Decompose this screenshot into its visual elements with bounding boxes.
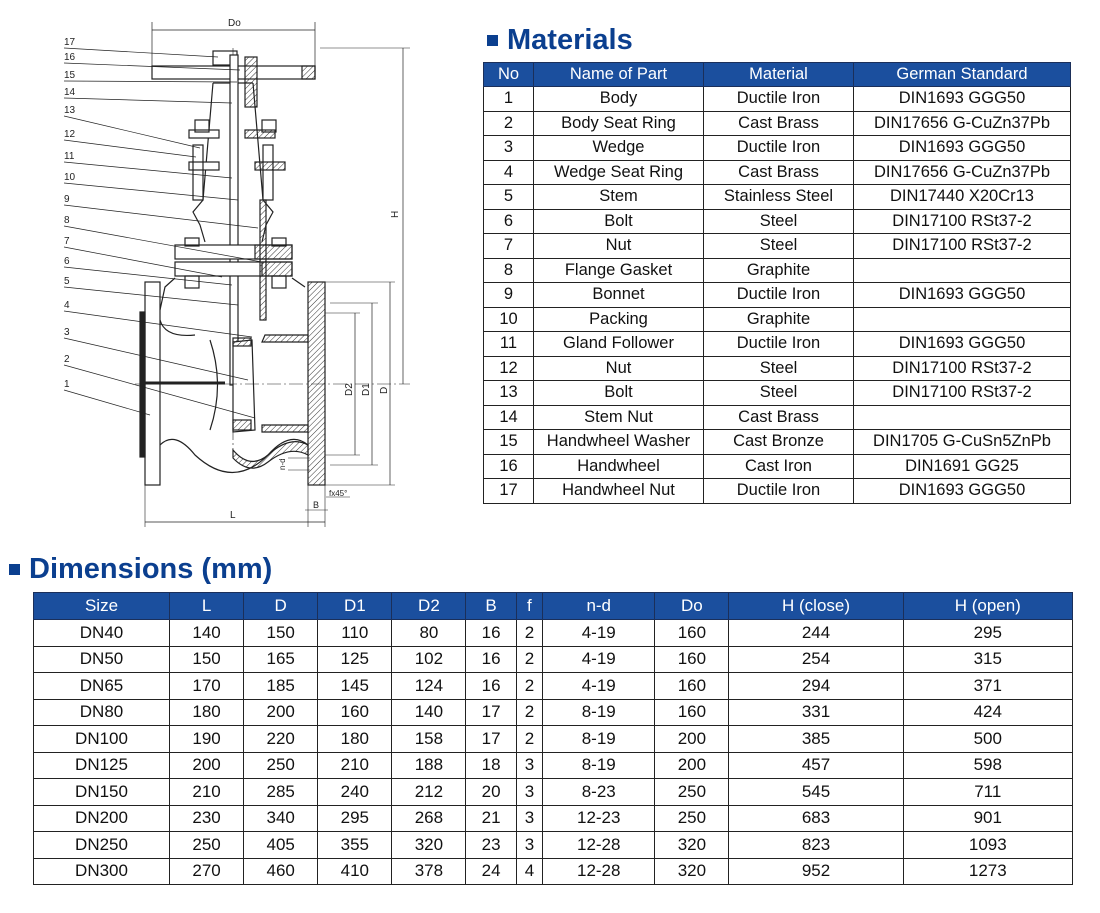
table-cell: 16 <box>484 454 534 479</box>
table-cell: 1 <box>484 87 534 112</box>
table-cell: Steel <box>704 234 854 259</box>
table-cell: DIN17100 RSt37-2 <box>854 234 1071 259</box>
table-cell: Handwheel Washer <box>534 430 704 455</box>
material-row <box>484 381 1071 406</box>
dim-label-d: D <box>379 386 390 394</box>
table-cell: 23 <box>466 832 516 859</box>
leader-line <box>64 390 150 415</box>
table-cell: DIN17100 RSt37-2 <box>854 356 1071 381</box>
column-header: D1 <box>318 593 392 620</box>
table-cell: 145 <box>318 673 392 700</box>
leader-line <box>64 98 232 103</box>
dim-label-h: H <box>390 210 401 218</box>
table-cell: 200 <box>655 752 729 779</box>
table-cell: DIN1693 GGG50 <box>854 87 1071 112</box>
table-cell: 124 <box>392 673 466 700</box>
dimension-row <box>34 832 1073 859</box>
table-cell: 125 <box>318 646 392 673</box>
table-cell: 160 <box>655 673 729 700</box>
table-cell: 254 <box>729 646 903 673</box>
table-cell: 3 <box>516 779 542 806</box>
dim-label-d2: D2 <box>344 383 355 396</box>
table-cell: 16 <box>466 646 516 673</box>
table-cell: 5 <box>484 185 534 210</box>
table-cell: Cast Brass <box>704 405 854 430</box>
table-cell: 200 <box>655 726 729 753</box>
table-cell: 150 <box>244 620 318 647</box>
table-cell: 340 <box>244 805 318 832</box>
part-number-label: 6 <box>64 256 70 267</box>
table-cell: DIN1693 GGG50 <box>854 332 1071 357</box>
material-row <box>484 356 1071 381</box>
table-cell <box>854 405 1071 430</box>
leader-line <box>64 205 258 228</box>
table-cell: DIN17656 G-CuZn37Pb <box>854 160 1071 185</box>
part-number-label: 9 <box>64 194 70 205</box>
table-cell: 230 <box>170 805 244 832</box>
materials-title <box>487 24 633 57</box>
table-cell: 711 <box>903 779 1072 806</box>
table-cell: 16 <box>466 673 516 700</box>
table-cell: 140 <box>170 620 244 647</box>
table-cell: 12-23 <box>543 805 655 832</box>
material-row <box>484 111 1071 136</box>
table-cell: 4 <box>516 858 542 885</box>
table-cell: 378 <box>392 858 466 885</box>
table-cell: 24 <box>466 858 516 885</box>
column-header: Material <box>704 63 854 87</box>
table-cell: 250 <box>655 805 729 832</box>
leader-line <box>64 81 237 82</box>
materials-title-text: Materials <box>507 24 633 56</box>
table-cell: Nut <box>534 234 704 259</box>
dimension-row <box>34 620 1073 647</box>
table-cell: 14 <box>484 405 534 430</box>
table-cell: 17 <box>484 479 534 504</box>
table-cell: 16 <box>466 620 516 647</box>
table-cell: Bolt <box>534 209 704 234</box>
dimensions-table <box>33 592 1073 885</box>
table-cell: 8 <box>484 258 534 283</box>
dimension-row <box>34 646 1073 673</box>
table-cell: Packing <box>534 307 704 332</box>
materials-table <box>483 62 1071 504</box>
table-cell: 952 <box>729 858 903 885</box>
leader-line <box>64 183 238 200</box>
column-header: H (close) <box>729 593 903 620</box>
table-cell: 158 <box>392 726 466 753</box>
table-cell: 110 <box>318 620 392 647</box>
leader-line <box>64 48 218 57</box>
table-cell: 250 <box>244 752 318 779</box>
table-cell: Ductile Iron <box>704 87 854 112</box>
table-cell: 460 <box>244 858 318 885</box>
table-cell: 294 <box>729 673 903 700</box>
dimension-row <box>34 699 1073 726</box>
table-cell <box>854 307 1071 332</box>
material-row <box>484 136 1071 161</box>
material-row <box>484 332 1071 357</box>
table-cell: DN80 <box>34 699 170 726</box>
part-number-label: 12 <box>64 129 76 140</box>
table-cell: 3 <box>484 136 534 161</box>
table-cell: 160 <box>655 620 729 647</box>
table-cell: Flange Gasket <box>534 258 704 283</box>
dim-label-b: B <box>313 500 320 510</box>
table-cell: Wedge Seat Ring <box>534 160 704 185</box>
table-cell: 10 <box>484 307 534 332</box>
table-cell: Body Seat Ring <box>534 111 704 136</box>
table-cell: 160 <box>655 699 729 726</box>
table-cell: 2 <box>516 726 542 753</box>
table-cell: Bolt <box>534 381 704 406</box>
table-cell: 12-28 <box>543 858 655 885</box>
part-number-label: 8 <box>64 215 70 226</box>
table-cell: 21 <box>466 805 516 832</box>
table-cell: 1273 <box>903 858 1072 885</box>
table-cell: 901 <box>903 805 1072 832</box>
table-cell: 160 <box>318 699 392 726</box>
table-cell: 12-28 <box>543 832 655 859</box>
table-cell: 17 <box>466 726 516 753</box>
table-cell: 371 <box>903 673 1072 700</box>
table-cell: 424 <box>903 699 1072 726</box>
table-cell: DIN17440 X20Cr13 <box>854 185 1071 210</box>
table-cell: 3 <box>516 805 542 832</box>
table-cell: 1093 <box>903 832 1072 859</box>
table-cell: DIN17100 RSt37-2 <box>854 209 1071 234</box>
table-cell: DIN1693 GGG50 <box>854 136 1071 161</box>
table-cell: DIN17100 RSt37-2 <box>854 381 1071 406</box>
table-cell: 17 <box>466 699 516 726</box>
table-cell: DN300 <box>34 858 170 885</box>
column-header: Size <box>34 593 170 620</box>
leader-line <box>64 116 200 148</box>
table-cell: Ductile Iron <box>704 332 854 357</box>
material-row <box>484 307 1071 332</box>
table-cell: 6 <box>484 209 534 234</box>
table-cell: 8-19 <box>543 726 655 753</box>
material-row <box>484 479 1071 504</box>
dimensions-title-text: Dimensions (mm) <box>29 553 273 585</box>
table-cell: 270 <box>170 858 244 885</box>
table-cell: 20 <box>466 779 516 806</box>
table-cell <box>854 258 1071 283</box>
table-cell: DN125 <box>34 752 170 779</box>
table-cell: 9 <box>484 283 534 308</box>
table-cell: 185 <box>244 673 318 700</box>
column-header: D2 <box>392 593 466 620</box>
table-cell: Graphite <box>704 258 854 283</box>
table-cell: 268 <box>392 805 466 832</box>
table-cell: 2 <box>484 111 534 136</box>
material-row <box>484 454 1071 479</box>
table-cell: Cast Brass <box>704 160 854 185</box>
column-header: Do <box>655 593 729 620</box>
table-cell: 250 <box>655 779 729 806</box>
table-cell: 8-19 <box>543 752 655 779</box>
column-header: No <box>484 63 534 87</box>
table-cell: 320 <box>655 858 729 885</box>
table-cell: 4-19 <box>543 620 655 647</box>
dimension-row <box>34 752 1073 779</box>
dimension-row <box>34 673 1073 700</box>
table-cell: Ductile Iron <box>704 479 854 504</box>
table-cell: 295 <box>903 620 1072 647</box>
table-cell: 355 <box>318 832 392 859</box>
table-cell: 2 <box>516 699 542 726</box>
material-row <box>484 87 1071 112</box>
table-cell: Cast Brass <box>704 111 854 136</box>
material-row <box>484 258 1071 283</box>
column-header: L <box>170 593 244 620</box>
table-cell: 598 <box>903 752 1072 779</box>
material-row <box>484 430 1071 455</box>
part-number-label: 5 <box>64 276 70 287</box>
table-cell: 180 <box>318 726 392 753</box>
table-cell: 240 <box>318 779 392 806</box>
table-cell: 405 <box>244 832 318 859</box>
table-cell: Steel <box>704 381 854 406</box>
table-cell: DN65 <box>34 673 170 700</box>
material-row <box>484 234 1071 259</box>
table-cell: DN50 <box>34 646 170 673</box>
table-cell: Nut <box>534 356 704 381</box>
dim-label-d1: D1 <box>361 383 372 396</box>
table-cell: Ductile Iron <box>704 283 854 308</box>
table-cell: 170 <box>170 673 244 700</box>
table-cell: Body <box>534 87 704 112</box>
column-header: D <box>244 593 318 620</box>
table-cell: 160 <box>655 646 729 673</box>
table-cell: 210 <box>318 752 392 779</box>
table-cell: 4-19 <box>543 673 655 700</box>
table-cell: DIN1705 G-CuSn5ZnPb <box>854 430 1071 455</box>
table-cell: 140 <box>392 699 466 726</box>
table-cell: 7 <box>484 234 534 259</box>
table-cell: 385 <box>729 726 903 753</box>
table-cell: 410 <box>318 858 392 885</box>
part-number-label: 11 <box>64 151 75 162</box>
dimension-row <box>34 726 1073 753</box>
part-number-label: 1 <box>64 379 70 390</box>
table-cell: 244 <box>729 620 903 647</box>
bullet-square-icon <box>9 564 20 575</box>
table-cell: 315 <box>903 646 1072 673</box>
gate-valve-drawing <box>0 0 460 540</box>
dimension-row <box>34 779 1073 806</box>
table-cell: 18 <box>466 752 516 779</box>
table-cell: 3 <box>516 832 542 859</box>
part-number-label: 10 <box>64 172 76 183</box>
table-cell: Stainless Steel <box>704 185 854 210</box>
column-header: f <box>516 593 542 620</box>
table-cell: DN200 <box>34 805 170 832</box>
table-cell: DN250 <box>34 832 170 859</box>
table-cell: 13 <box>484 381 534 406</box>
table-cell: 320 <box>392 832 466 859</box>
table-cell: Steel <box>704 209 854 234</box>
table-cell: 2 <box>516 646 542 673</box>
material-row <box>484 185 1071 210</box>
table-cell: 4 <box>484 160 534 185</box>
table-cell: 200 <box>244 699 318 726</box>
table-cell: Cast Bronze <box>704 430 854 455</box>
table-cell: 15 <box>484 430 534 455</box>
table-cell: 200 <box>170 752 244 779</box>
bullet-square-icon <box>487 35 498 46</box>
material-row <box>484 405 1071 430</box>
table-cell: Handwheel <box>534 454 704 479</box>
table-cell: Cast Iron <box>704 454 854 479</box>
table-cell: 190 <box>170 726 244 753</box>
part-number-label: 17 <box>64 37 76 48</box>
dimension-row <box>34 858 1073 885</box>
table-cell: 8-23 <box>543 779 655 806</box>
table-cell: DN40 <box>34 620 170 647</box>
part-number-label: 13 <box>64 105 76 116</box>
table-cell: 2 <box>516 673 542 700</box>
table-cell: Gland Follower <box>534 332 704 357</box>
table-cell: 8-19 <box>543 699 655 726</box>
column-header: Name of Part <box>534 63 704 87</box>
dim-label-do: Do <box>228 18 241 29</box>
table-cell: 150 <box>170 646 244 673</box>
part-number-label: 15 <box>64 70 76 81</box>
part-number-label: 3 <box>64 327 70 338</box>
column-header: n-d <box>543 593 655 620</box>
table-cell: 212 <box>392 779 466 806</box>
table-cell: Ductile Iron <box>704 136 854 161</box>
table-cell: 80 <box>392 620 466 647</box>
table-cell: DIN17656 G-CuZn37Pb <box>854 111 1071 136</box>
table-cell: 4-19 <box>543 646 655 673</box>
table-cell: 102 <box>392 646 466 673</box>
table-cell: DN150 <box>34 779 170 806</box>
table-cell: Stem <box>534 185 704 210</box>
table-cell: 457 <box>729 752 903 779</box>
table-cell: 188 <box>392 752 466 779</box>
part-number-label: 14 <box>64 87 76 98</box>
table-cell: 683 <box>729 805 903 832</box>
table-cell: DN100 <box>34 726 170 753</box>
table-cell: 12 <box>484 356 534 381</box>
table-cell: 545 <box>729 779 903 806</box>
part-number-label: 16 <box>64 52 76 63</box>
table-cell: 3 <box>516 752 542 779</box>
table-cell: 823 <box>729 832 903 859</box>
table-cell: Handwheel Nut <box>534 479 704 504</box>
table-cell: Steel <box>704 356 854 381</box>
table-cell: Graphite <box>704 307 854 332</box>
part-number-label: 4 <box>64 300 70 311</box>
dim-label-nd: n-d <box>278 458 287 470</box>
table-cell: 180 <box>170 699 244 726</box>
table-cell: 500 <box>903 726 1072 753</box>
dim-label-f: fx45° <box>329 489 348 498</box>
table-cell: DIN1693 GGG50 <box>854 479 1071 504</box>
table-cell: Wedge <box>534 136 704 161</box>
table-cell: 250 <box>170 832 244 859</box>
material-row <box>484 160 1071 185</box>
dim-label-l: L <box>230 510 236 521</box>
table-cell: 285 <box>244 779 318 806</box>
table-cell: 320 <box>655 832 729 859</box>
table-cell: DIN1691 GG25 <box>854 454 1071 479</box>
table-cell: 220 <box>244 726 318 753</box>
part-number-label: 7 <box>64 236 70 247</box>
table-cell: Bonnet <box>534 283 704 308</box>
dimensions-title <box>9 553 272 586</box>
column-header: B <box>466 593 516 620</box>
table-cell: 2 <box>516 620 542 647</box>
material-row <box>484 283 1071 308</box>
dimension-row <box>34 805 1073 832</box>
column-header: German Standard <box>854 63 1071 87</box>
column-header: H (open) <box>903 593 1072 620</box>
table-cell: 210 <box>170 779 244 806</box>
table-cell: 331 <box>729 699 903 726</box>
table-cell: 11 <box>484 332 534 357</box>
table-cell: 165 <box>244 646 318 673</box>
table-cell: Stem Nut <box>534 405 704 430</box>
material-row <box>484 209 1071 234</box>
table-cell: 295 <box>318 805 392 832</box>
table-cell: DIN1693 GGG50 <box>854 283 1071 308</box>
part-number-label: 2 <box>64 354 70 365</box>
